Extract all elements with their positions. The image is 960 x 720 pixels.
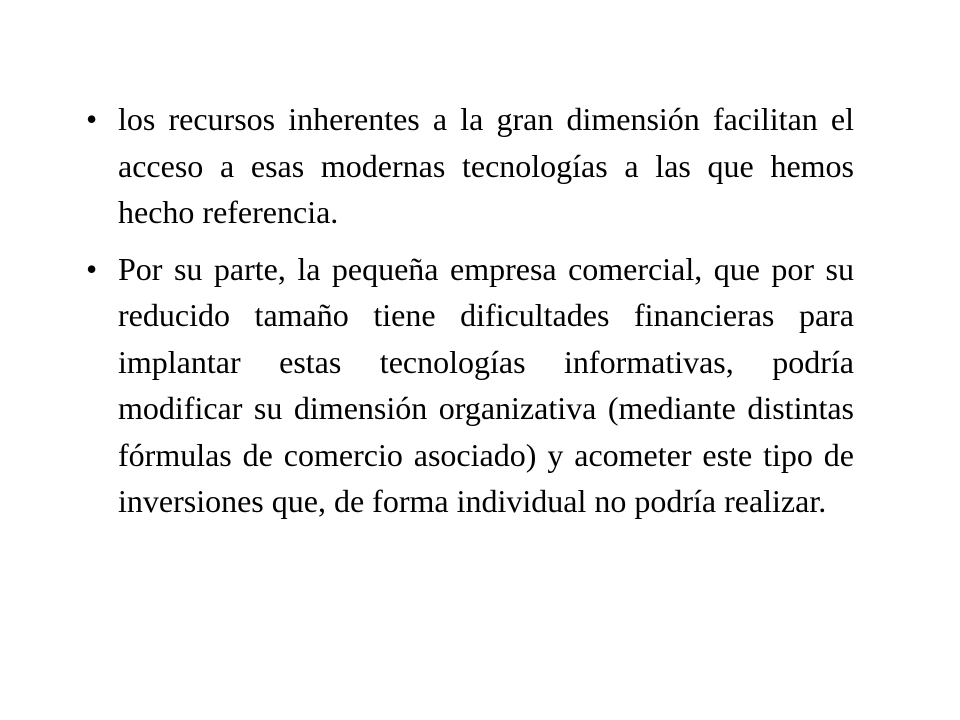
bullet-icon: • <box>86 250 98 287</box>
bullet-text: los recursos inherentes a la gran dimensión facilitan el acceso a esas modernas tecnologías a las que hemos hecho referencia. <box>118 101 854 230</box>
bullet-text: Por su parte, la pequeña empresa comercial, que por su reducido tamaño tiene dificultades financieras para implantar estas tecnologías informativas, podría modificar su dimensión organizativa (mediante distintas fórmulas de comercio asociado) y acometer este tipo de inversiones que, de forma individual no podría realizar. <box>118 250 854 519</box>
bullet-item <box>86 96 854 236</box>
bullet-list <box>86 96 854 535</box>
bullet-item <box>86 246 854 525</box>
bullet-icon: • <box>86 101 98 137</box>
